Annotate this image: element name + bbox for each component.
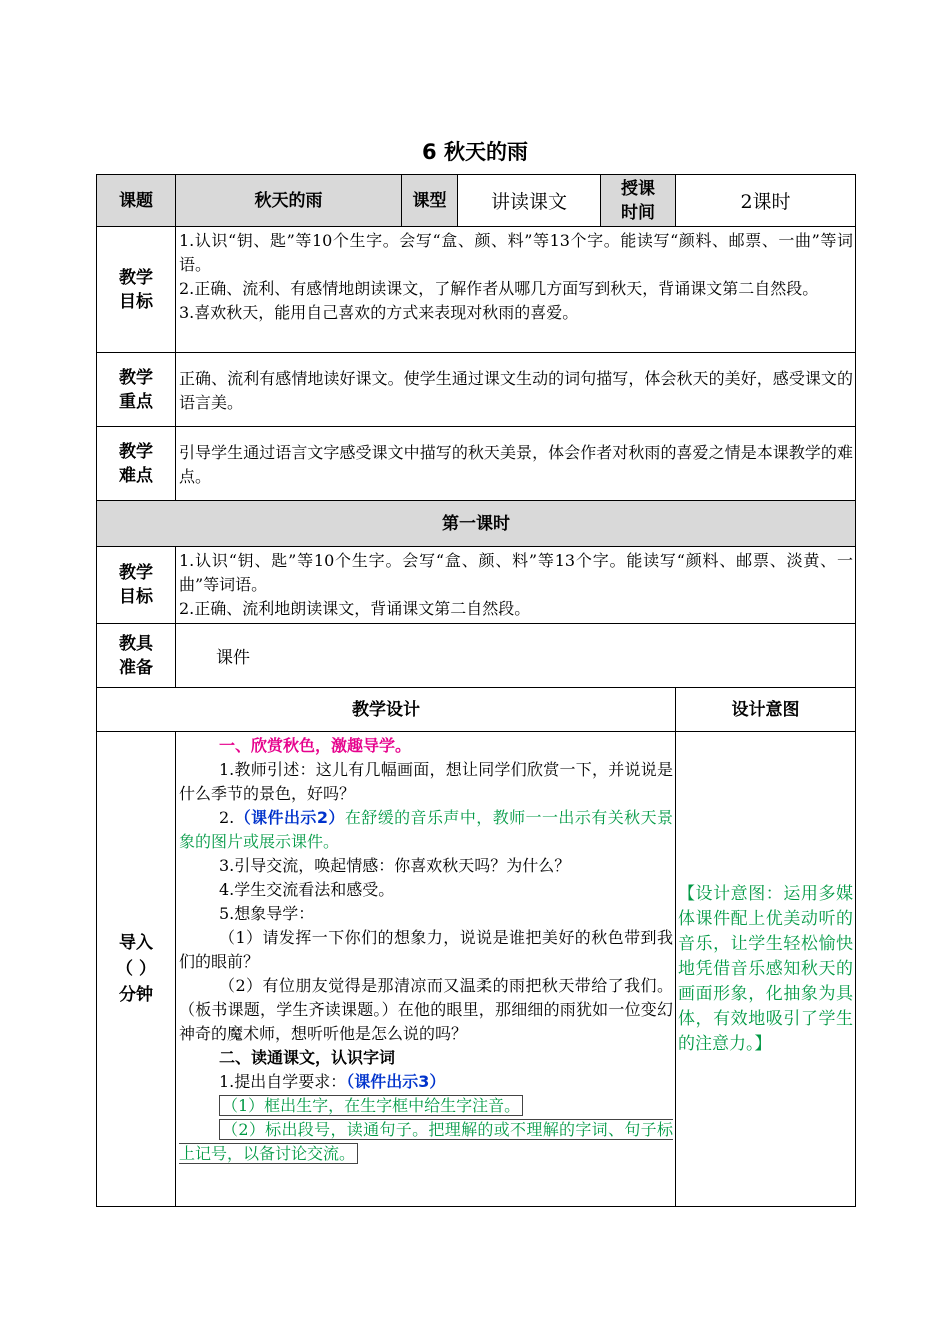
session-goals-label-text: 教学目标 bbox=[119, 563, 153, 607]
lesson-plan-table bbox=[96, 174, 856, 1207]
session-goal-line: 1.认识“钥、匙”等10个生字。会写“盒、颜、料”等13个字。能读写“颜料、邮票、淡黄、一曲”等词语。 bbox=[179, 551, 853, 594]
design-intent: 【设计意图：运用多媒体课件配上优美动听的音乐，让学生轻松愉快地凭借音乐感知秋天的画面形象，化抽象为具体，有效地吸引了学生的注意力。】 bbox=[676, 732, 856, 1207]
topic-label: 课题 bbox=[97, 175, 176, 227]
step-number: 2. bbox=[219, 808, 235, 827]
difficulty-content: 引导学生通过语言文字感受课文中描写的秋天美景，体会作者对秋雨的喜爱之情是本课教学的难点。 bbox=[176, 427, 856, 501]
courseware-tag: （课件出示2） bbox=[234, 808, 345, 827]
focus-row bbox=[97, 353, 856, 427]
difficulty-label-text: 教学难点 bbox=[119, 441, 153, 486]
stage-label-line: 分钟 bbox=[119, 985, 153, 1005]
section-heading: 二、读通课文，认识字词 bbox=[219, 1048, 396, 1067]
boxed-text: （1）框出生字，在生字框中给生字注音。 bbox=[219, 1095, 523, 1116]
goal-line: 3.喜欢秋天，能用自己喜欢的方式来表现对秋雨的喜爱。 bbox=[179, 303, 579, 322]
focus-content: 正确、流利有感情地读好课文。使学生通过课文生动的词句描写，体会秋天的美好，感受课文的语言美。 bbox=[176, 353, 856, 427]
design-paragraph: （2）有位朋友觉得是那清凉而又温柔的雨把秋天带给了我们。（板书课题，学生齐读课题。）在他的眼里，那细细的雨犹如一位变幻神奇的魔术师，想听听他是怎么说的吗？ bbox=[179, 976, 673, 1043]
session-goals-row bbox=[97, 547, 856, 624]
section-heading: 一、欣赏秋色，激趣导学。 bbox=[219, 736, 412, 755]
boxed-requirement bbox=[179, 1094, 673, 1118]
design-column-header: 教学设计 bbox=[97, 688, 676, 732]
session-title: 第一课时 bbox=[97, 501, 856, 547]
design-paragraph: （1）请发挥一下你们的想象力，说说是谁把美好的秋色带到我们的眼前？ bbox=[179, 928, 673, 971]
boxed-text: （2）标出段号，读通句子。把理解的或不理解的字词、句子标上记号，以备讨论交流。 bbox=[179, 1120, 673, 1163]
stage-label bbox=[97, 732, 176, 1207]
courseware-text: 在舒缓的音乐声中，教师一一出示有关秋天景象的图片或展示课件。 bbox=[179, 808, 673, 851]
design-paragraph bbox=[179, 1070, 673, 1094]
page-title: 6 秋天的雨 bbox=[422, 140, 528, 164]
design-row bbox=[97, 732, 856, 1207]
goals-content bbox=[176, 227, 856, 353]
stage-label-line: （ ） bbox=[116, 959, 156, 979]
header-row bbox=[97, 175, 856, 227]
session-row bbox=[97, 501, 856, 547]
type-label: 课型 bbox=[402, 175, 458, 227]
hours-label bbox=[601, 175, 676, 227]
goals-label bbox=[97, 227, 176, 353]
tools-label bbox=[97, 624, 176, 688]
design-paragraph: 4.学生交流看法和感受。 bbox=[219, 880, 395, 899]
design-header-row bbox=[97, 688, 856, 732]
session-goals-label bbox=[97, 547, 176, 624]
hours-value: 2课时 bbox=[676, 175, 856, 227]
difficulty-row bbox=[97, 427, 856, 501]
goals-label-text: 教学目标 bbox=[119, 267, 153, 312]
courseware-tag: （课件出示3） bbox=[346, 1072, 446, 1091]
stage-label-line: 导入 bbox=[119, 933, 153, 953]
difficulty-label bbox=[97, 427, 176, 501]
topic-value: 秋天的雨 bbox=[176, 175, 402, 227]
design-content bbox=[176, 732, 676, 1207]
tools-row bbox=[97, 624, 856, 688]
tools-label-text: 教具准备 bbox=[119, 633, 153, 678]
goal-line: 2.正确、流利、有感情地朗读课文，了解作者从哪几方面写到秋天，背诵课文第二自然段。 bbox=[179, 279, 819, 298]
design-paragraph: 3.引导交流，唤起情感：你喜欢秋天吗？为什么？ bbox=[219, 856, 571, 875]
step-text: 1.提出自学要求： bbox=[219, 1072, 347, 1091]
focus-label-text: 教学重点 bbox=[119, 367, 153, 412]
tools-content: 课件 bbox=[176, 624, 856, 688]
type-value: 讲读课文 bbox=[458, 175, 601, 227]
boxed-requirement bbox=[179, 1118, 673, 1166]
design-paragraph: 1.教师引述：这儿有几幅画面，想让同学们欣赏一下，并说说是什么季节的景色，好吗？ bbox=[179, 760, 673, 803]
goal-line: 1.认识“钥、匙”等10个生字。会写“盒、颜、料”等13个字。能读写“颜料、邮票、一曲”等词语。 bbox=[179, 231, 853, 274]
design-paragraph bbox=[179, 806, 673, 854]
goals-row bbox=[97, 227, 856, 353]
hours-label-text: 授课时间 bbox=[621, 178, 655, 223]
design-paragraph: 5.想象导学： bbox=[219, 904, 315, 923]
session-goals-content bbox=[176, 547, 856, 624]
focus-label bbox=[97, 353, 176, 427]
intent-column-header: 设计意图 bbox=[676, 688, 856, 732]
session-goal-line: 2.正确、流利地朗读课文，背诵课文第二自然段。 bbox=[179, 599, 531, 618]
